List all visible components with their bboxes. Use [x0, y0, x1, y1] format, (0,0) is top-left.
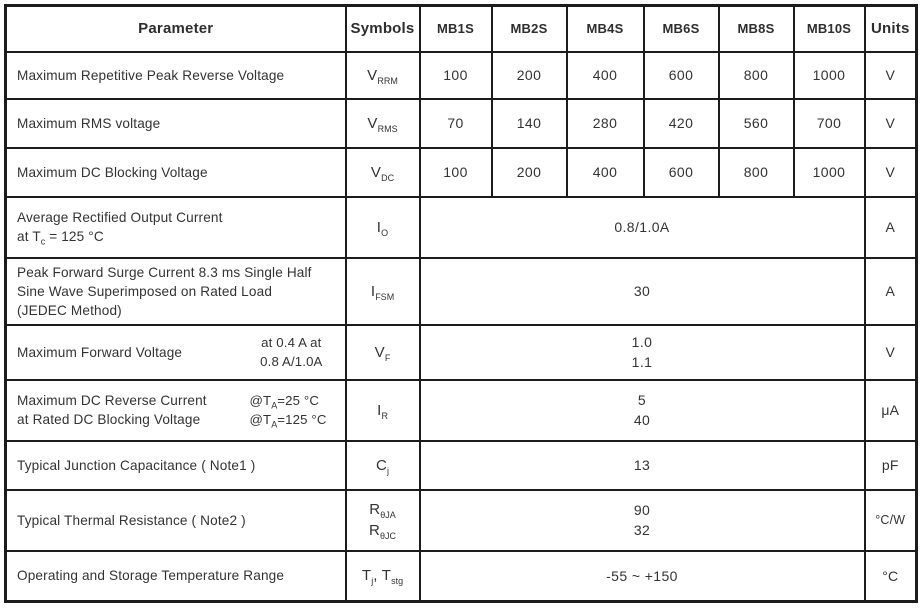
- parameter-line: Sine Wave Superimposed on Rated Load: [17, 283, 273, 299]
- merged-value-cell: 13: [420, 441, 865, 490]
- value-cell-mb10s: 1000: [794, 52, 865, 99]
- merged-value-cell: -55 ~ +150: [420, 551, 865, 602]
- value-cell-mb10s: 1000: [794, 148, 865, 197]
- parameter-lines: [17, 391, 207, 429]
- table-row-vf: [6, 325, 917, 380]
- table-row-ir: [6, 380, 917, 441]
- value-cell-mb6s: 600: [644, 148, 719, 197]
- column-header-mb2s: MB2S: [492, 6, 567, 52]
- unit-cell: A: [865, 197, 917, 258]
- unit-cell: °C: [865, 551, 917, 602]
- condition-line: $@T_A=25$ °C: [249, 393, 320, 411]
- value-line: 40: [633, 412, 651, 428]
- value-cell-mb2s: 140: [492, 99, 567, 148]
- unit-cell: μA: [865, 380, 917, 441]
- parameter-cell: Maximum Repetitive Peak Reverse Voltage: [6, 52, 346, 99]
- symbol-cell: $V_{RMS}$: [346, 99, 420, 148]
- value-line: 32: [633, 522, 651, 538]
- unit-cell: V: [865, 99, 917, 148]
- unit-cell: V: [865, 52, 917, 99]
- parameter-cell: Operating and Storage Temperature Range: [6, 551, 346, 602]
- column-header-mb10s: MB10S: [794, 6, 865, 52]
- symbol-cell: [346, 490, 420, 551]
- symbol-cell: $T_j$, $T_{stg}$: [346, 551, 420, 602]
- parameter-cell: [6, 258, 346, 325]
- value-cell-mb4s: 400: [567, 52, 644, 99]
- symbol-line: $R_{\theta JA}$: [369, 501, 396, 520]
- value-cell-mb1s: 100: [420, 52, 492, 99]
- merged-value-cell: [420, 325, 865, 380]
- symbol-cell: $I_O$: [346, 197, 420, 258]
- merged-value-cell: [420, 490, 865, 551]
- parameter-line: at $T_c = 125$ °C: [17, 229, 104, 247]
- symbol-line: $R_{\theta JC}$: [368, 522, 397, 541]
- value-line: 5: [637, 392, 647, 408]
- table-header-row: [6, 6, 917, 52]
- unit-cell: V: [865, 325, 917, 380]
- merged-value-cell: 30: [420, 258, 865, 325]
- merged-value-cell: [420, 380, 865, 441]
- column-header-symbols: Symbols: [346, 6, 420, 52]
- column-header-parameter: Parameter: [6, 6, 346, 52]
- parameter-cell: Typical Thermal Resistance ( Note2 ): [6, 490, 346, 551]
- parameter-cell: Maximum RMS voltage: [6, 99, 346, 148]
- symbol-cell: $V_{RRM}$: [346, 52, 420, 99]
- table-row-vrrm: [6, 52, 917, 99]
- value-cell-mb4s: 280: [567, 99, 644, 148]
- value-line: 90: [633, 502, 651, 518]
- table-row-io: [6, 197, 917, 258]
- parameter-cell: [6, 197, 346, 258]
- value-cell-mb8s: 800: [719, 52, 794, 99]
- symbol-cell: $V_{DC}$: [346, 148, 420, 197]
- test-condition: [250, 391, 327, 429]
- parameter-cell: [6, 380, 346, 441]
- value-line: 1.0: [631, 334, 653, 350]
- parameter-line: Peak Forward Surge Current 8.3 ms Single Half: [17, 264, 312, 280]
- table-row-cj: [6, 441, 917, 490]
- value-cell-mb2s: 200: [492, 148, 567, 197]
- column-header-mb1s: MB1S: [420, 6, 492, 52]
- table-row-vdc: [6, 148, 917, 197]
- symbol-cell: $C_j$: [346, 441, 420, 490]
- symbol-cell: $I_{FSM}$: [346, 258, 420, 325]
- unit-cell: V: [865, 148, 917, 197]
- unit-cell: pF: [865, 441, 917, 490]
- column-header-mb8s: MB8S: [719, 6, 794, 52]
- value-cell-mb1s: 70: [420, 99, 492, 148]
- symbol-cell: $V_F$: [346, 325, 420, 380]
- parameter-line: at Rated DC Blocking Voltage: [17, 412, 201, 427]
- table-row-tstg: [6, 551, 917, 602]
- parameter-cell: Typical Junction Capacitance ( Note1 ): [6, 441, 346, 490]
- column-header-units: Units: [865, 6, 917, 52]
- parameter-line: Average Rectified Output Current: [17, 210, 223, 225]
- value-cell-mb6s: 420: [644, 99, 719, 148]
- parameter-line: (JEDEC Method): [17, 302, 122, 318]
- value-cell-mb6s: 600: [644, 52, 719, 99]
- unit-cell: °C/W: [865, 490, 917, 551]
- value-line: 1.1: [631, 354, 653, 370]
- unit-cell: A: [865, 258, 917, 325]
- value-cell-mb8s: 560: [719, 99, 794, 148]
- test-condition: [260, 333, 322, 371]
- condition-line: $@T_A=125$ °C: [249, 412, 327, 430]
- value-cell-mb1s: 100: [420, 148, 492, 197]
- column-header-mb4s: MB4S: [567, 6, 644, 52]
- ratings-table: [4, 4, 918, 603]
- column-header-mb6s: MB6S: [644, 6, 719, 52]
- parameter-line: Maximum Forward Voltage: [17, 344, 183, 360]
- condition-line: 0.8 A/1.0A: [260, 354, 323, 369]
- parameter-cell: Maximum DC Blocking Voltage: [6, 148, 346, 197]
- value-cell-mb10s: 700: [794, 99, 865, 148]
- symbol-cell: $I_R$: [346, 380, 420, 441]
- condition-line: at 0.4 A at: [261, 335, 322, 350]
- table-row-vrms: [6, 99, 917, 148]
- parameter-cell: [6, 325, 346, 380]
- value-cell-mb2s: 200: [492, 52, 567, 99]
- merged-value-cell: 0.8/1.0A: [420, 197, 865, 258]
- table-row-ifsm: [6, 258, 917, 325]
- table-row-rth: [6, 490, 917, 551]
- value-cell-mb8s: 800: [719, 148, 794, 197]
- value-cell-mb4s: 400: [567, 148, 644, 197]
- parameter-line: Maximum DC Reverse Current: [17, 393, 207, 408]
